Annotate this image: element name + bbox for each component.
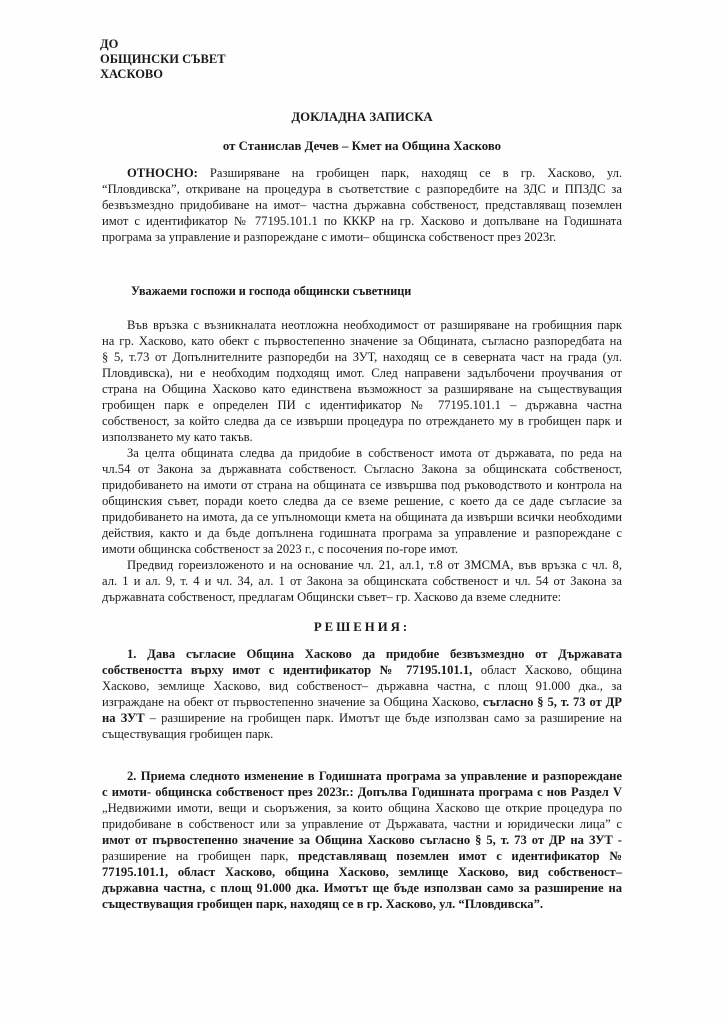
subject-line: имот с идентификатор № 77195.101.1 по КККР на гр. Хасково и допълване на Годишната	[102, 214, 622, 228]
document-author: от Станислав Дечев – Кмет на Община Хасково	[222, 139, 502, 153]
decision-line: собствеността върху имот с идентификатор № 77195.101.1, област Хасково, община	[102, 663, 622, 677]
body-line: ал. 1 и ал. 9, т. 4 и чл. 34, ал. 1 от Закона за общинската собственост и чл. 54 от Закона за	[102, 574, 622, 588]
addressee-line: ОБЩИНСКИ СЪВЕТ	[100, 52, 226, 66]
decision-line: съществуващия гробищен парк.	[102, 727, 274, 741]
document-title: ДОКЛАДНА ЗАПИСКА	[291, 110, 433, 124]
subject-line: програма за управление и разпореждане с имоти– общинска собственост през 2023г.	[102, 230, 557, 244]
decision-line: Хасково, землище Хасково, вид собственост– държавна частна, с площ 91.000 дка., за	[102, 679, 622, 693]
addressee-line: ХАСКОВО	[100, 67, 163, 81]
body-line: гробищен парк е определен ПИ с идентификатор № 77195.101.1 – държавна частна	[102, 398, 622, 412]
addressee-line: ДО	[100, 37, 119, 51]
body-line: на гр. Хасково, като обект с първостепенно значение за Общината, съгласно разпоредбата на	[102, 334, 622, 348]
body-line: придобиването на имоти от страна на общината се извършва под ръководството и контрола на	[102, 478, 622, 492]
decision-line: на ЗУТ – разширение на гробищен парк. Имотът ще бъде използван само за разширение на	[102, 711, 622, 725]
body-line: държавната собственост, предлагам Общински съвет– гр. Хасково да вземе следните:	[102, 590, 562, 604]
decision-line: с имоти- общинска собственост през 2023г.: Допълва Годишната програма с нов Раздел V	[102, 785, 622, 799]
body-line: собственост, за който следва да се извърши процедура по отреждането му в гробищен парк и	[102, 414, 622, 428]
body-line: действия, както и да бъде допълнена годишната програма за управление и разпореждане с	[102, 526, 622, 540]
body-line: имоти общинска собственост за 2023 г., с посочения по-горе имот.	[102, 542, 458, 556]
body-line: чл.54 от Закона за държавната собственост. Съгласно Закона за общинската собственост,	[102, 462, 622, 476]
decisions-heading: РЕШЕНИЯ:	[313, 620, 411, 634]
body-line: Предвид гореизложеното и на основание чл. 21, ал.1, т.8 от ЗМСМА, във връзка с чл. 8,	[127, 558, 622, 572]
subject-line: безвъзмездно придобиване на имот– частна държавна собственост, представляващ поземлен	[102, 198, 622, 212]
salutation: Уважаеми госпожи и господа общински съветници	[131, 284, 412, 298]
body-line: За целта общината следва да придобие в собственост имота от държавата, по реда на	[127, 446, 622, 460]
body-line: § 5, т.73 от Допълнителните разпоредби на ЗУТ, находящ се в северната част на града (ул.	[102, 350, 622, 364]
subject-line: ОТНОСНО: Разширяване на гробищен парк, находящ се в гр. Хасково, ул.	[127, 166, 623, 180]
decision-line: разширение на гробищен парк, представляващ поземлен имот с идентификатор №	[102, 849, 622, 863]
decision-line: придобиване в собственост или за управление от Държавата, частни и юридически лица” с	[102, 817, 622, 831]
subject-line: “Пловдивска”, откриване на процедура в съответствие с разпоредбите на ЗДС и ППЗДС за	[102, 182, 622, 196]
body-line: страна на Община Хасково като единствена възможност за разширяване на съществуващия	[102, 382, 622, 396]
subject-label: ОТНОСНО:	[127, 166, 198, 180]
decision-line: „Недвижими имоти, вещи и сьоръжения, за които община Хасково ще открие процедура по	[102, 801, 622, 815]
body-line: Във връзка с възникналата неотложна необходимост от разширяване на гробищния парк	[127, 318, 622, 332]
decision-line: държавна частна, с площ 91.000 дка. Имотът ще бъде използван само за разширение на	[102, 881, 622, 895]
body-line: придобиването на имота, да се упълномощи кмета на общината да извърши всички необходими	[102, 510, 622, 524]
decision-line: 2. Приема следното изменение в Годишната програма за управление и разпореждане	[127, 769, 622, 783]
decision-line: 1. Дава съгласие Община Хасково да придобие безвъзмездно от Държавата	[127, 647, 622, 661]
decision-line: 77195.101.1, област Хасково, община Хасково, землище Хасково, вид собственост–	[102, 865, 622, 879]
body-line: общинския съвет, поради което следва да се вземе решение, с което да се даде съгласие за	[102, 494, 622, 508]
decision-line: имот от първостепенно значение за Община Хасково съгласно § 5, т. 73 от ДР на ЗУТ -	[102, 833, 622, 847]
decision-line: съществуващия гробищен парк, находящ се в гр. Хасково, ул. “Пловдивска”.	[102, 897, 544, 911]
body-line: използването му като такъв.	[102, 430, 253, 444]
body-line: Пловдивска), ни е необходим подходящ имот. След направени задълбочени проучвания от	[102, 366, 622, 380]
decision-line: изграждане на обект от първостепенно значение за Община Хасково, съгласно § 5, т. 73 от ДР	[102, 695, 623, 709]
